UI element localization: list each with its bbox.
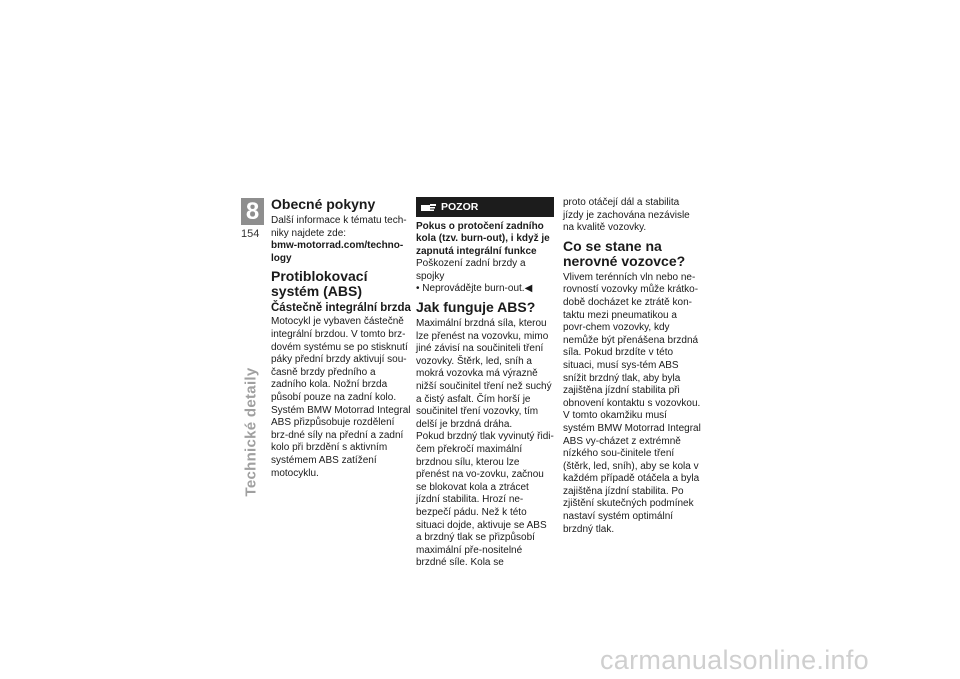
continuation-paragraph: proto otáčejí dál a stabilita jízdy je zachována nezávisle na kvalitě vozovky. xyxy=(563,197,690,234)
heading-abs: Protiblokovací systém (ABS) xyxy=(271,268,368,300)
warning-banner xyxy=(416,197,554,217)
brake-pressure-paragraph: Pokud brzdný tlak vyvinutý řidi-čem překročí maximální brzdnou sílu, kterou lze přenést na vo-zovku, začnou se blokovat kola a ztrácet jízdní stabilita. Hrozí ne-bezpečí pádu. Než k této situaci dojde, aktivuje se ABS a brzdný tlak se přizpůsobí maximální pře-nositelné brzdné síle. Kola se xyxy=(416,431,554,569)
heading-how-abs-works: Jak funguje ABS? xyxy=(416,299,536,315)
chapter-number-tab: 8 xyxy=(241,198,264,225)
warning-heading: Pokus o protočení zadního kola (tzv. burn-out), i když je zapnutá integrální funkce xyxy=(416,221,550,257)
column-2 xyxy=(416,197,554,570)
heading-uneven-road: Co se stane na nerovné vozovce? xyxy=(563,237,686,269)
integral-abs-paragraph: Systém BMW Motorrad Integral ABS přizpůsobuje rozdělení brz-dné síly na přední a zadní kolo při brzdění s aktivním systémem ABS zatížení motocyklu. xyxy=(271,404,411,479)
column-3 xyxy=(563,197,701,536)
watermark-text: carmanualsonline.info xyxy=(600,645,869,675)
technology-link[interactable]: bmw-motorrad.com/techno-logy xyxy=(271,240,404,264)
info-paragraph: Další informace k tématu tech-niky najdete zde: xyxy=(271,215,407,239)
partial-integral-paragraph: Motocykl je vybaven částečně integrální brzdou. V tomto brz-dovém systému se po stisknutí páky přední brzdy aktivují sou-časně brzdy předního a zadního kola. Nožní brzda působí pouze na zadní kolo. xyxy=(271,316,408,403)
side-chapter-title xyxy=(240,367,262,497)
warning-label: POZOR xyxy=(441,201,479,213)
low-friction-paragraph: V tomto okamžiku musí systém BMW Motorrad Integral ABS vy-cházet z extrémně nízkého sou-činitele tření (štěrk, led, sníh), aby se kola v každém případě otáčela a byla zajištěna jízdní stabilita. Po zjištění skutečných podmínek nastaví systém optimální brzdný tlak. xyxy=(563,410,701,535)
column-1 xyxy=(271,197,411,480)
heading-partial-integral-brake: Částečně integrální brzda xyxy=(271,302,411,315)
warning-consequence: Poškození zadní brzdy a spojky xyxy=(416,258,526,282)
warning-instruction: • Neprovádějte burn-out.◀ xyxy=(416,283,554,296)
uneven-road-paragraph: Vlivem terénních vln nebo ne-rovností vozovky může krátko-době docházet ke ztrátě kon-taktu mezi pneumatikou a povr-chem vozovky, kdy nemůže být přenášena brzdná síla. Pokud brzdíte v této situaci, musí sys-tém ABS snížit brzdný tlak, aby byla zajištěna jízdní stabilita při obnovení kontaktu s vozovkou. xyxy=(563,271,701,409)
how-abs-paragraph: Maximální brzdná síla, kterou lze přenést na vozovku, mimo jiné závisí na součiniteli tření vozovky. Štěrk, led, sníh a mokrá vozovka má výrazně nižší součinitel tření než suchý a čistý asfalt. Čím horší je součinitel tření vozovky, tím delší je brzdná dráha. xyxy=(416,318,552,430)
warning-hand-icon xyxy=(421,201,437,213)
heading-general-notes: Obecné pokyny xyxy=(271,196,376,212)
side-chapter-title-text: Technické detaily xyxy=(242,367,260,497)
page-number: 154 xyxy=(241,228,260,240)
